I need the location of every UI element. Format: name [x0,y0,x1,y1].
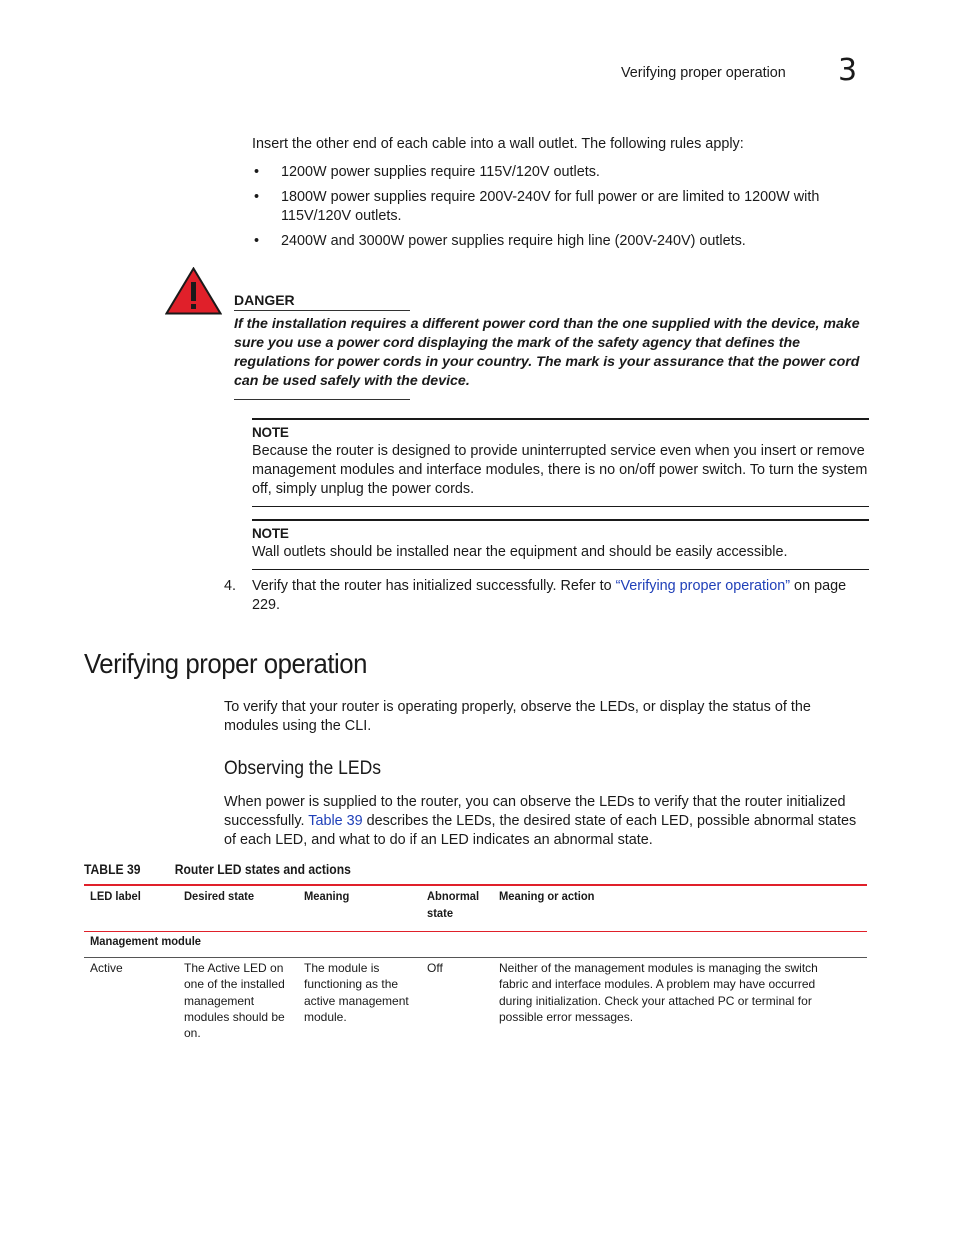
section-title: Verifying proper operation [84,648,368,679]
note-text: Wall outlets should be installed near the equipment and should be easily accessible. [252,544,788,560]
list-item: • 1800W power supplies require 200V-240V for full power or are limited to 1200W with 115V/120V outlets. [252,188,872,226]
table-header-rule [84,931,867,932]
subsection-text [224,793,869,850]
note-callout [252,418,869,507]
running-header-title: Verifying proper operation [621,65,786,81]
table-caption [84,862,351,877]
table-caption-label: TABLE 39 [84,862,141,877]
table-cell-meaning: The module is functioning as the active management module. [304,961,409,1024]
danger-text: If the installation requires a different power cord than the one supplied with the device, make sure you use a power cord displaying the mark of the safety agency that defines the regulations for power cords in your country. The mark is your assurance that the power cord can be used safely with the device. [234,316,860,389]
power-rules [252,135,872,257]
verifying-operation-link[interactable]: “Verifying proper operation” [615,578,791,594]
note-callout [252,519,869,570]
table-header-desired-state: Desired state [184,889,255,903]
step-4 [224,577,864,615]
table-section-rule [84,957,867,958]
danger-triangle-icon [165,267,222,315]
table-header-meaning: Meaning [304,889,350,903]
table-section-label: Management module [90,934,202,948]
subsection-text-before: When power is supplied to the router, you can observe the LEDs to verify that the router initialized successfully. [224,794,846,829]
note-label: NOTE [252,425,289,440]
subsection-text-after: describes the LEDs, the desired state of each LED, possible abnormal states of each LED, and what to do if an LED indicates an abnormal state. [224,813,857,848]
table-cell-abnormal-state: Off [427,961,443,975]
step-number: 4. [224,578,237,594]
power-rules-list [252,163,872,251]
note-label: NOTE [252,526,289,541]
power-rules-intro: Insert the other end of each cable into a wall outlet. The following rules apply: [252,136,744,152]
section-intro: To verify that your router is operating properly, observe the LEDs, or display the status of the modules using the CLI. [224,699,811,734]
list-item: • 1200W power supplies require 115V/120V outlets. [252,163,872,182]
table-39-link[interactable]: Table 39 [308,813,363,829]
step-text [252,577,864,615]
table-header-meaning-or-action: Meaning or action [499,889,595,903]
step-text-after: on page 229. [252,578,847,613]
danger-callout [234,292,874,400]
danger-label: DANGER [234,292,410,311]
table-top-rule [84,884,867,886]
table-header-led-label: LED label [90,889,141,903]
table-caption-name: Router LED states and actions [174,862,351,877]
divider [234,399,410,400]
step-text-before: Verify that the router has initialized successfully. Refer to [252,578,616,594]
note-text: Because the router is designed to provide uninterrupted service even when you insert or remove management modules and interface modules, there is no on/off power switch. To turn the system off, simply unplug the power cords. [252,443,868,497]
chapter-number: 3 [838,53,858,88]
subsection-title: Observing the LEDs [224,757,382,779]
table-cell-meaning-or-action: Neither of the management modules is managing the switch fabric and interface modules. A problem may have occurred during initialization. Check your attached PC or terminal for possible error messages. [499,961,818,1024]
table-cell-led-label: Active [90,961,123,975]
list-item: • 2400W and 3000W power supplies require high line (200V-240V) outlets. [252,232,872,251]
table-cell-desired-state: The Active LED on one of the installed management modules should be on. [184,961,285,1041]
table-header-abnormal-state: Abnormal state [427,889,480,920]
